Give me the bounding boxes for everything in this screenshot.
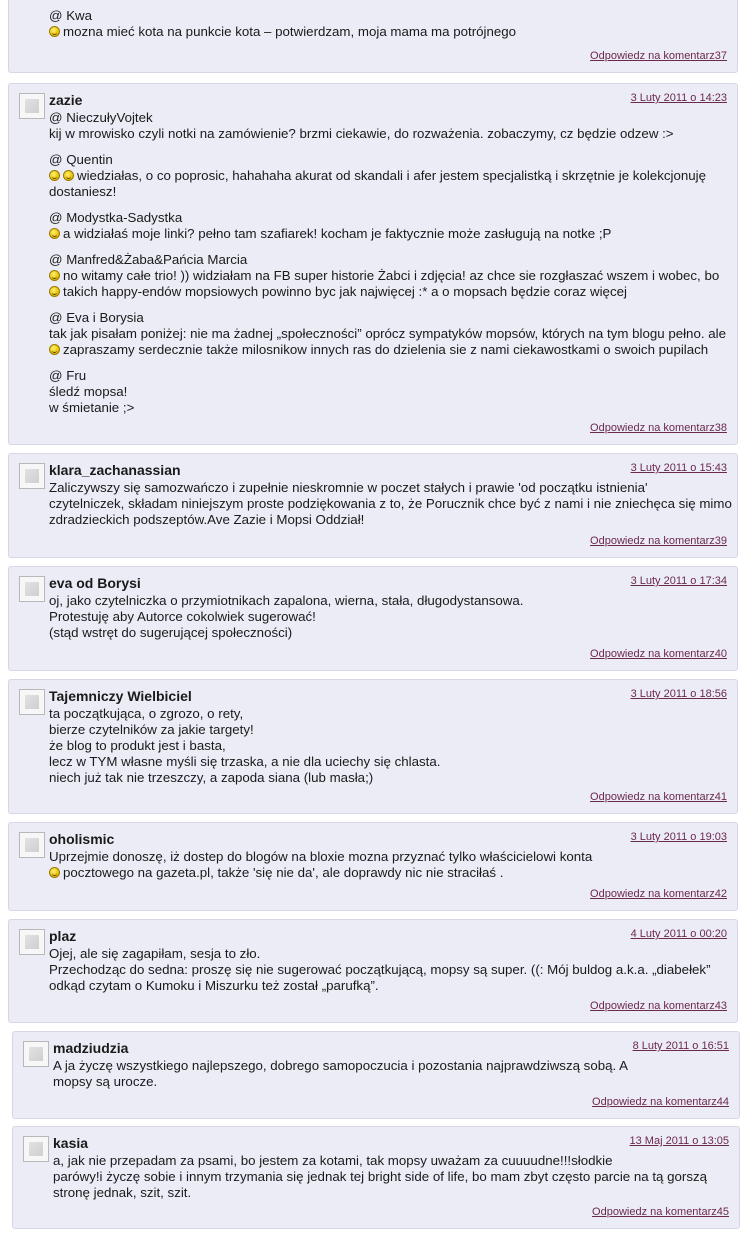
comment-line: w śmietanie ;> <box>49 400 135 415</box>
comment-line: stronę jednak, szit, szit. <box>53 1185 192 1200</box>
comment-date-link[interactable]: 4 Luty 2011 o 00:20 <box>630 928 727 940</box>
comment-line: wiedziałas, o co poprosic, hahahaha akurat od skandali i afer jestem specjalistką i skrzętnie je kolekcjonuję <box>77 168 706 183</box>
reply-link[interactable]: Odpowiedz na komentarz41 <box>590 791 727 803</box>
comment-line: zdradzieckich podszeptów.Ave Zazie i Mopsi Oddział! <box>49 512 365 527</box>
smiley-icon <box>49 286 60 297</box>
comment-author: plaz <box>49 928 77 944</box>
comment-line: kij w mrowisko czyli notki na zamówienie? brzmi ciekawie, do rozważenia. zobaczymy, cz będzie odzew :> <box>49 126 674 141</box>
comment-date-link[interactable]: 3 Luty 2011 o 18:56 <box>630 688 727 700</box>
comment-body <box>49 849 723 881</box>
comment-line: a, jak nie przepadam za psami, bo jestem za kotami, tak mopsy uważam za cuuuudne!!!słodkie <box>53 1153 613 1168</box>
avatar <box>23 1136 49 1162</box>
avatar <box>19 463 45 489</box>
comment-line: @ Fru <box>49 368 87 383</box>
avatar <box>19 93 45 119</box>
comment-line: Przechodząc do sedna: proszę się nie sugerować początkującą, mopsy są super. ((: Mój buldog a.k.a. „diabełek” <box>49 962 711 977</box>
smiley-icon <box>49 867 60 878</box>
comment-date-link[interactable]: 8 Luty 2011 o 16:51 <box>632 1040 729 1052</box>
comment-line: zapraszamy serdecznie także milosnikow innych ras do dzielenia sie z nami ciekawostkami o swoich pupilach <box>63 342 709 357</box>
comment-body <box>53 1153 725 1201</box>
comment-date-link[interactable]: 3 Luty 2011 o 19:03 <box>630 831 727 843</box>
comment-44 <box>12 1031 740 1119</box>
comment-line: ta początkująca, o zgrozo, o rety, <box>49 706 244 721</box>
comment-body <box>49 110 726 426</box>
comment-line: czytelniczek, składam niniejszym proste podziękowania z to, że Porucznik chce być z nami i nie zniechęca się mimo <box>49 496 732 511</box>
avatar <box>19 576 45 602</box>
smiley-icon <box>49 26 60 37</box>
comment-line: mozna mieć kota na punkcie kota – potwierdzam, moja mama ma potrójnego <box>63 24 517 39</box>
comment-date-link[interactable]: 13 Maj 2011 o 13:05 <box>629 1135 729 1147</box>
comment-line: że blog to produkt jest i basta, <box>49 738 226 753</box>
comment-author: Tajemniczy Wielbiciel <box>49 688 192 704</box>
reply-link[interactable]: Odpowiedz na komentarz43 <box>590 1000 727 1012</box>
comment-author: zazie <box>49 92 83 108</box>
comment-author: madziudzia <box>53 1040 129 1056</box>
comment-line: niech już tak nie trzeszczy, a zapoda siana (lub masła;) <box>49 770 374 785</box>
comment-date-link[interactable]: 3 Luty 2011 o 14:23 <box>630 92 727 104</box>
comment-line: takich happy-endów mopsiowych powinno byc jak najwięcej :* a o mopsach będzie coraz więcej <box>63 284 627 299</box>
comment-author: kasia <box>53 1135 89 1151</box>
comment-line: lecz w TYM własne myśli się trzaska, a nie dla uciechy się chlasta. <box>49 754 441 769</box>
comment-line: @ Eva i Borysia <box>49 310 144 325</box>
wink-smiley-icon <box>49 344 60 355</box>
comment-author: oholismic <box>49 831 115 847</box>
smiley-icon <box>63 170 74 181</box>
comment-line: tak jak pisałam poniżej: nie ma żadnej „społeczności” oprócz sympatyków mopsów, których na tym blogu pełno. ale <box>49 326 726 341</box>
comment-line: @ Manfred&Żaba&Pańcia Marcia <box>49 252 248 267</box>
comment-line: @ Modystka-Sadystka <box>49 210 183 225</box>
comment-38 <box>8 83 738 445</box>
comment-40 <box>8 566 738 671</box>
comment-line: @ Quentin <box>49 152 113 167</box>
avatar <box>23 1041 49 1067</box>
comment-line: no witamy całe trio! )) widziałam na FB super historie Żabci i zdjęcia! az chce sie rozgłaszać wszem i wobec, bo <box>63 268 720 283</box>
reply-link[interactable]: Odpowiedz na komentarz37 <box>590 50 727 62</box>
comment-line: @ Kwa <box>49 8 93 23</box>
reply-link[interactable]: Odpowiedz na komentarz45 <box>592 1206 729 1218</box>
avatar <box>19 832 45 858</box>
comment-author: klara_zachanassian <box>49 462 181 478</box>
comment-line: @ NieczułyVojtek <box>49 110 153 125</box>
comment-body <box>53 1058 725 1090</box>
comment-line: Ojej, ale się zagapiłam, sesja to zło. <box>49 946 261 961</box>
laughing-smiley-icon <box>49 170 60 181</box>
comment-body <box>49 706 723 786</box>
comment-line: śledź mopsa! <box>49 384 128 399</box>
comment-line: pocztowego na gazeta.pl, także 'się nie da', ale doprawdy nic nie straciłaś . <box>63 865 504 880</box>
comment-line: Uprzejmie donoszę, iż dostep do blogów na bloxie mozna przyznać tylko właścicielowi konta <box>49 849 593 864</box>
comment-line: oj, jako czytelniczka o przymiotnikach zapalona, wierna, stała, długodystansowa. <box>49 593 524 608</box>
comment-line: mopsy są urocze. <box>53 1074 158 1089</box>
comment-date-link[interactable]: 3 Luty 2011 o 15:43 <box>630 462 727 474</box>
laughing-smiley-icon <box>49 228 60 239</box>
comment-45 <box>12 1126 740 1229</box>
avatar <box>19 689 45 715</box>
comment-43 <box>8 919 738 1023</box>
reply-link[interactable]: Odpowiedz na komentarz38 <box>590 422 727 434</box>
comment-42 <box>8 822 738 911</box>
smiley-icon <box>49 270 60 281</box>
reply-link[interactable]: Odpowiedz na komentarz44 <box>592 1096 729 1108</box>
avatar <box>19 929 45 955</box>
comment-line: odkąd czytam o Kumoku i Miszurku też został „parufką”. <box>49 978 379 993</box>
comment-body <box>49 8 723 40</box>
comment-41 <box>8 679 738 814</box>
comment-author: eva od Borysi <box>49 575 141 591</box>
comment-line: Protestuję aby Autorce cokolwiek sugerować! <box>49 609 316 624</box>
comment-39 <box>8 453 738 558</box>
comment-line: a widziałaś moje linki? pełno tam szafiarek! kocham je faktycznie może zasługują na notke ;P <box>63 226 612 241</box>
comment-body <box>49 946 723 994</box>
reply-link[interactable]: Odpowiedz na komentarz42 <box>590 888 727 900</box>
comment-body <box>49 480 732 528</box>
comment-line: Zaliczywszy się samozwańczo i zupełnie nieskromnie w poczet stałych i prawie 'od początku istnienia' <box>49 480 648 495</box>
comment-body <box>49 593 723 641</box>
comment-date-link[interactable]: 3 Luty 2011 o 17:34 <box>630 575 727 587</box>
comment-line: parówy!i życzę sobie i innym trzymania się jednak tej bright side of life, bo mam zbyt często parcie na tą gorszą <box>53 1169 708 1184</box>
comment-37 <box>8 0 738 73</box>
comment-line: bierze czytelników za jakie targety! <box>49 722 254 737</box>
reply-link[interactable]: Odpowiedz na komentarz39 <box>590 535 727 547</box>
comment-line: (stąd wstręt do sugerującej społeczności) <box>49 625 293 640</box>
comment-line: A ja życzę wszystkiego najlepszego, dobrego samopoczucia i pozostania najprawdziwszą sobą. A <box>53 1058 629 1073</box>
reply-link[interactable]: Odpowiedz na komentarz40 <box>590 648 727 660</box>
comment-line: dostaniesz! <box>49 184 117 199</box>
